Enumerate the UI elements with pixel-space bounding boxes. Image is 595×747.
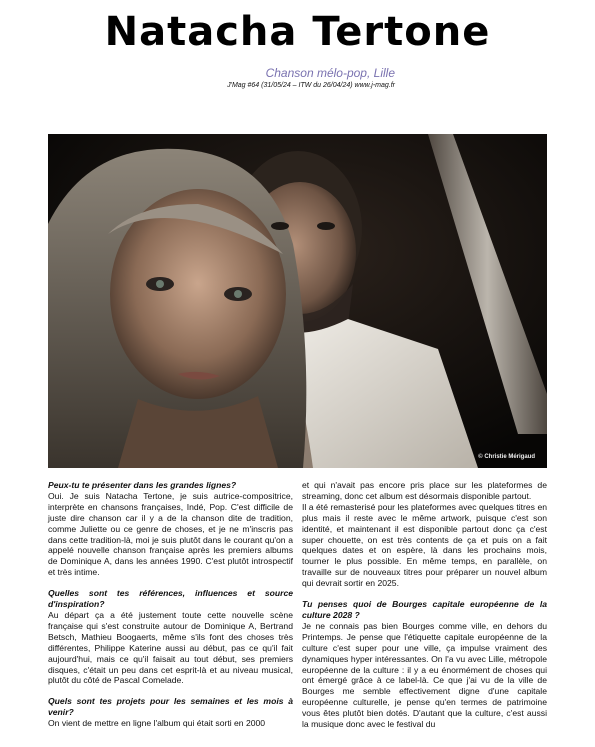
question-1: Peux-tu te présenter dans les grandes lignes?	[48, 480, 237, 490]
photo-illustration	[48, 134, 547, 468]
question-3: Quels sont tes projets pour les semaines et les mois à venir?	[48, 696, 293, 718]
subtitle: Chanson mélo-pop, Lille	[265, 66, 395, 80]
artist-photo	[48, 134, 547, 468]
answer-3-start: On vient de mettre en ligne l'album qui était sorti en 2000	[48, 718, 266, 729]
article-column-right	[302, 480, 547, 740]
source-line: J'Mag #64 (31/05/24 – ITW du 26/04/24) www.j-mag.fr	[227, 82, 395, 89]
answer-1: Oui. Je suis Natacha Tertone, je suis autrice-compositrice, interprète en chansons françaises, Indé, Pop. C'est difficile de juste dire chanson car il y a de la chanson dite de tradition, comme Juliette ou ce genre de choses, et je ne m'inscris pas dans cette tradition-là, moi je suis plutôt dans le courant qu'on a appelé nouvelle chanson française après les premiers albums de Dominique A, dans les années 1990. C'est plutôt introspectif et très intime.	[48, 490, 293, 578]
photo-credit: © Christie Mérigaud	[478, 454, 535, 460]
question-2: Quelles sont tes références, influences et source d'inspiration?	[48, 588, 293, 610]
answer-3-continued-2: Il a été remasterisé pour les plateformes avec quelques titres en plus mais il reste avec le même artwork, puisque c'est son identité, et maintenant il est disponible partout donc ça c'est super chouette, on est très contents de ça et puis on a fait quelques dates et on espère, là dans les prochains mois, tourner le plus possible. En même temps, en parallèle, on travaille sur de nouveaux titres pour préparer un nouvel album qui devrait sortir en 2025.	[302, 501, 547, 589]
answer-3-continued: et qui n'avait pas encore pris place sur les plateformes de streaming, donc cet album est désormais disponible partout.	[302, 480, 547, 501]
article-column-left	[48, 480, 293, 739]
answer-2: Au départ ça a été justement toute cette nouvelle scène française qui s'est construite autour de Dominique A, Bertrand Betsch, Mathieu Boogaerts, même s'ils font des choses très différentes, Philippe Katerine aussi au début, pas ce qu'il fait aujourd'hui, mais ce qu'il faisait au tout début, ses premiers disques, c'était un peu dans cet esprit-là et au niveau musical, plutôt du côté de Pascal Comelade.	[48, 609, 293, 686]
page-title: Natacha Tertone	[104, 9, 491, 55]
question-4: Tu penses quoi de Bourges capitale européenne de la culture 2028 ?	[302, 599, 547, 620]
answer-4: Je ne connais pas bien Bourges comme ville, en dehors du Printemps. Je pense que l'étiquette capitale européenne de la culture c'est super pour une ville, ça impulse vraiment des dynamiques hyper intéressantes. On l'a vu avec Lille, métropole européenne de la culture : il y a eu énormément de choses qui ont émergé grâce à ce label-là. Ce que j'ai vu de la ville de Bourges me semble effectivement digne d'une capitale européenne culturelle, je pense qu'en termes de patrimoine vous êtes plutôt bien dotés. D'autant que la culture, c'est aussi la musique donc avec le festival du	[302, 620, 547, 730]
